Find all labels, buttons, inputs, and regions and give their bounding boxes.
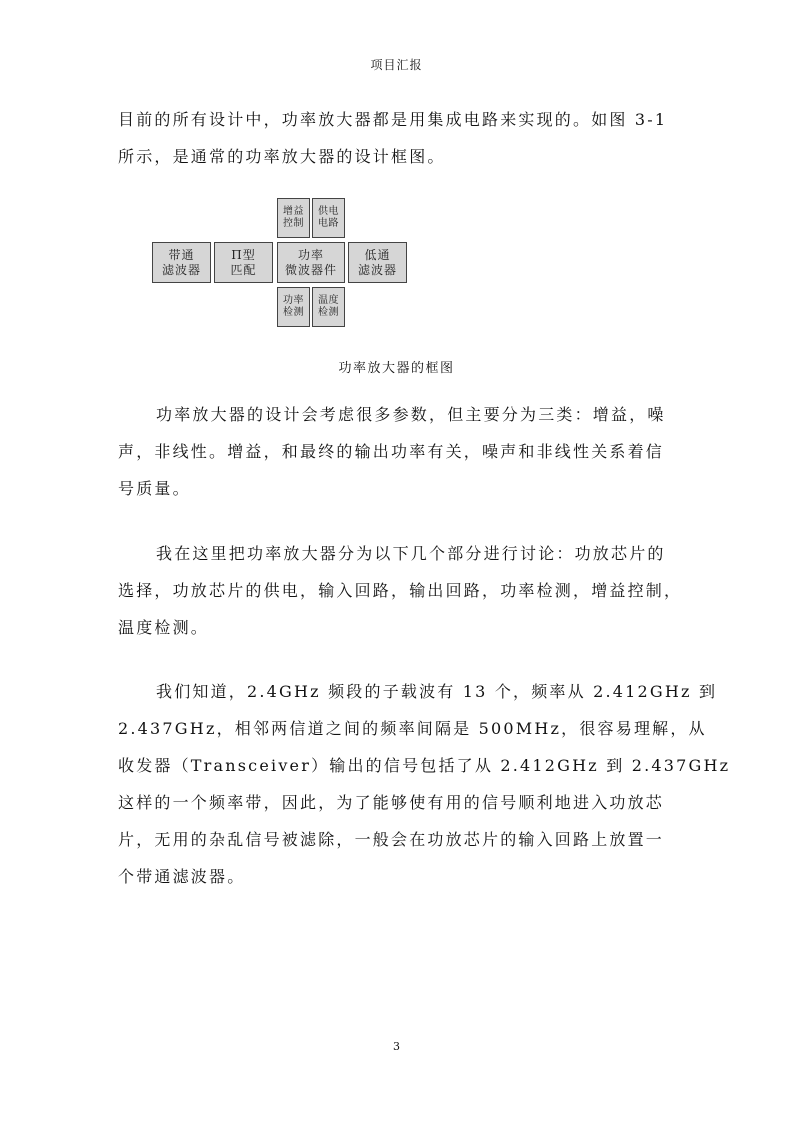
gain-control-block (277, 198, 310, 238)
text-line: 这样的一个频率带，因此，为了能够使有用的信号顺利地进入功放芯 (118, 793, 665, 812)
text-line: 我在这里把功率放大器分为以下几个部分进行讨论：功放芯片的 (156, 544, 666, 563)
block-label: 供电 (318, 205, 339, 217)
text-line: 号质量。 (118, 479, 191, 498)
block-label: 低通 (364, 247, 391, 262)
block-label: 控制 (283, 218, 304, 229)
block-label: 滤波器 (161, 262, 201, 277)
text-line: 收发器（Transceiver）输出的信号包括了从 2.412GHz 到 2.437GHz (118, 756, 731, 775)
text-line: 选择，功放芯片的供电，输入回路，输出回路，功率检测，增益控制， (118, 581, 683, 600)
page-number: 3 (393, 1040, 400, 1053)
block-label: 匹配 (230, 262, 257, 277)
intro-paragraph (118, 101, 678, 175)
block-label: 电路 (318, 218, 339, 229)
bandpass-filter-block (152, 242, 211, 283)
block-label: 温度 (318, 294, 339, 306)
paragraph-bandpass (118, 673, 731, 895)
block-label: 检测 (318, 307, 339, 318)
pa-device-block (277, 242, 345, 283)
paragraph-parameters (118, 396, 678, 507)
text-line: 片，无用的杂乱信号被滤除，一般会在功放芯片的输入回路上放置一 (118, 830, 665, 849)
paragraph-sections (118, 535, 683, 646)
temp-detect-block (312, 287, 345, 327)
text-line: 我们知道，2.4GHz 频段的子载波有 13 个，频率从 2.412GHz 到 (156, 682, 718, 701)
power-supply-block (312, 198, 345, 238)
text-line: 功率放大器的设计会考虑很多参数，但主要分为三类：增益，噪 (156, 405, 666, 424)
page-header: 项目汇报 (370, 58, 423, 72)
text-line: 所示，是通常的功率放大器的设计框图。 (118, 147, 446, 166)
text-line: 声，非线性。增益，和最终的输出功率有关，噪声和非线性关系着信 (118, 442, 665, 461)
block-label: 检测 (283, 307, 304, 318)
block-label: 微波器件 (284, 262, 337, 277)
text-line: 目前的所有设计中，功率放大器都是用集成电路来实现的。如图 3-1 (118, 110, 668, 129)
figure-caption: 功率放大器的框图 (338, 361, 455, 376)
block-label: 功率 (283, 294, 304, 306)
text-line: 温度检测。 (118, 618, 210, 637)
text-line: 2.437GHz，相邻两信道之间的频率间隔是 500MHz，很容易理解，从 (118, 719, 707, 738)
pi-match-block (214, 242, 273, 283)
block-label: 滤波器 (357, 262, 397, 277)
text-line: 个带通滤波器。 (118, 867, 246, 886)
block-label: 带通 (168, 247, 195, 262)
lowpass-filter-block (348, 242, 407, 283)
power-detect-block (277, 287, 310, 327)
block-label: 增益 (283, 205, 304, 217)
block-label: 功率 (297, 247, 324, 262)
block-label: Π型 (231, 247, 256, 262)
